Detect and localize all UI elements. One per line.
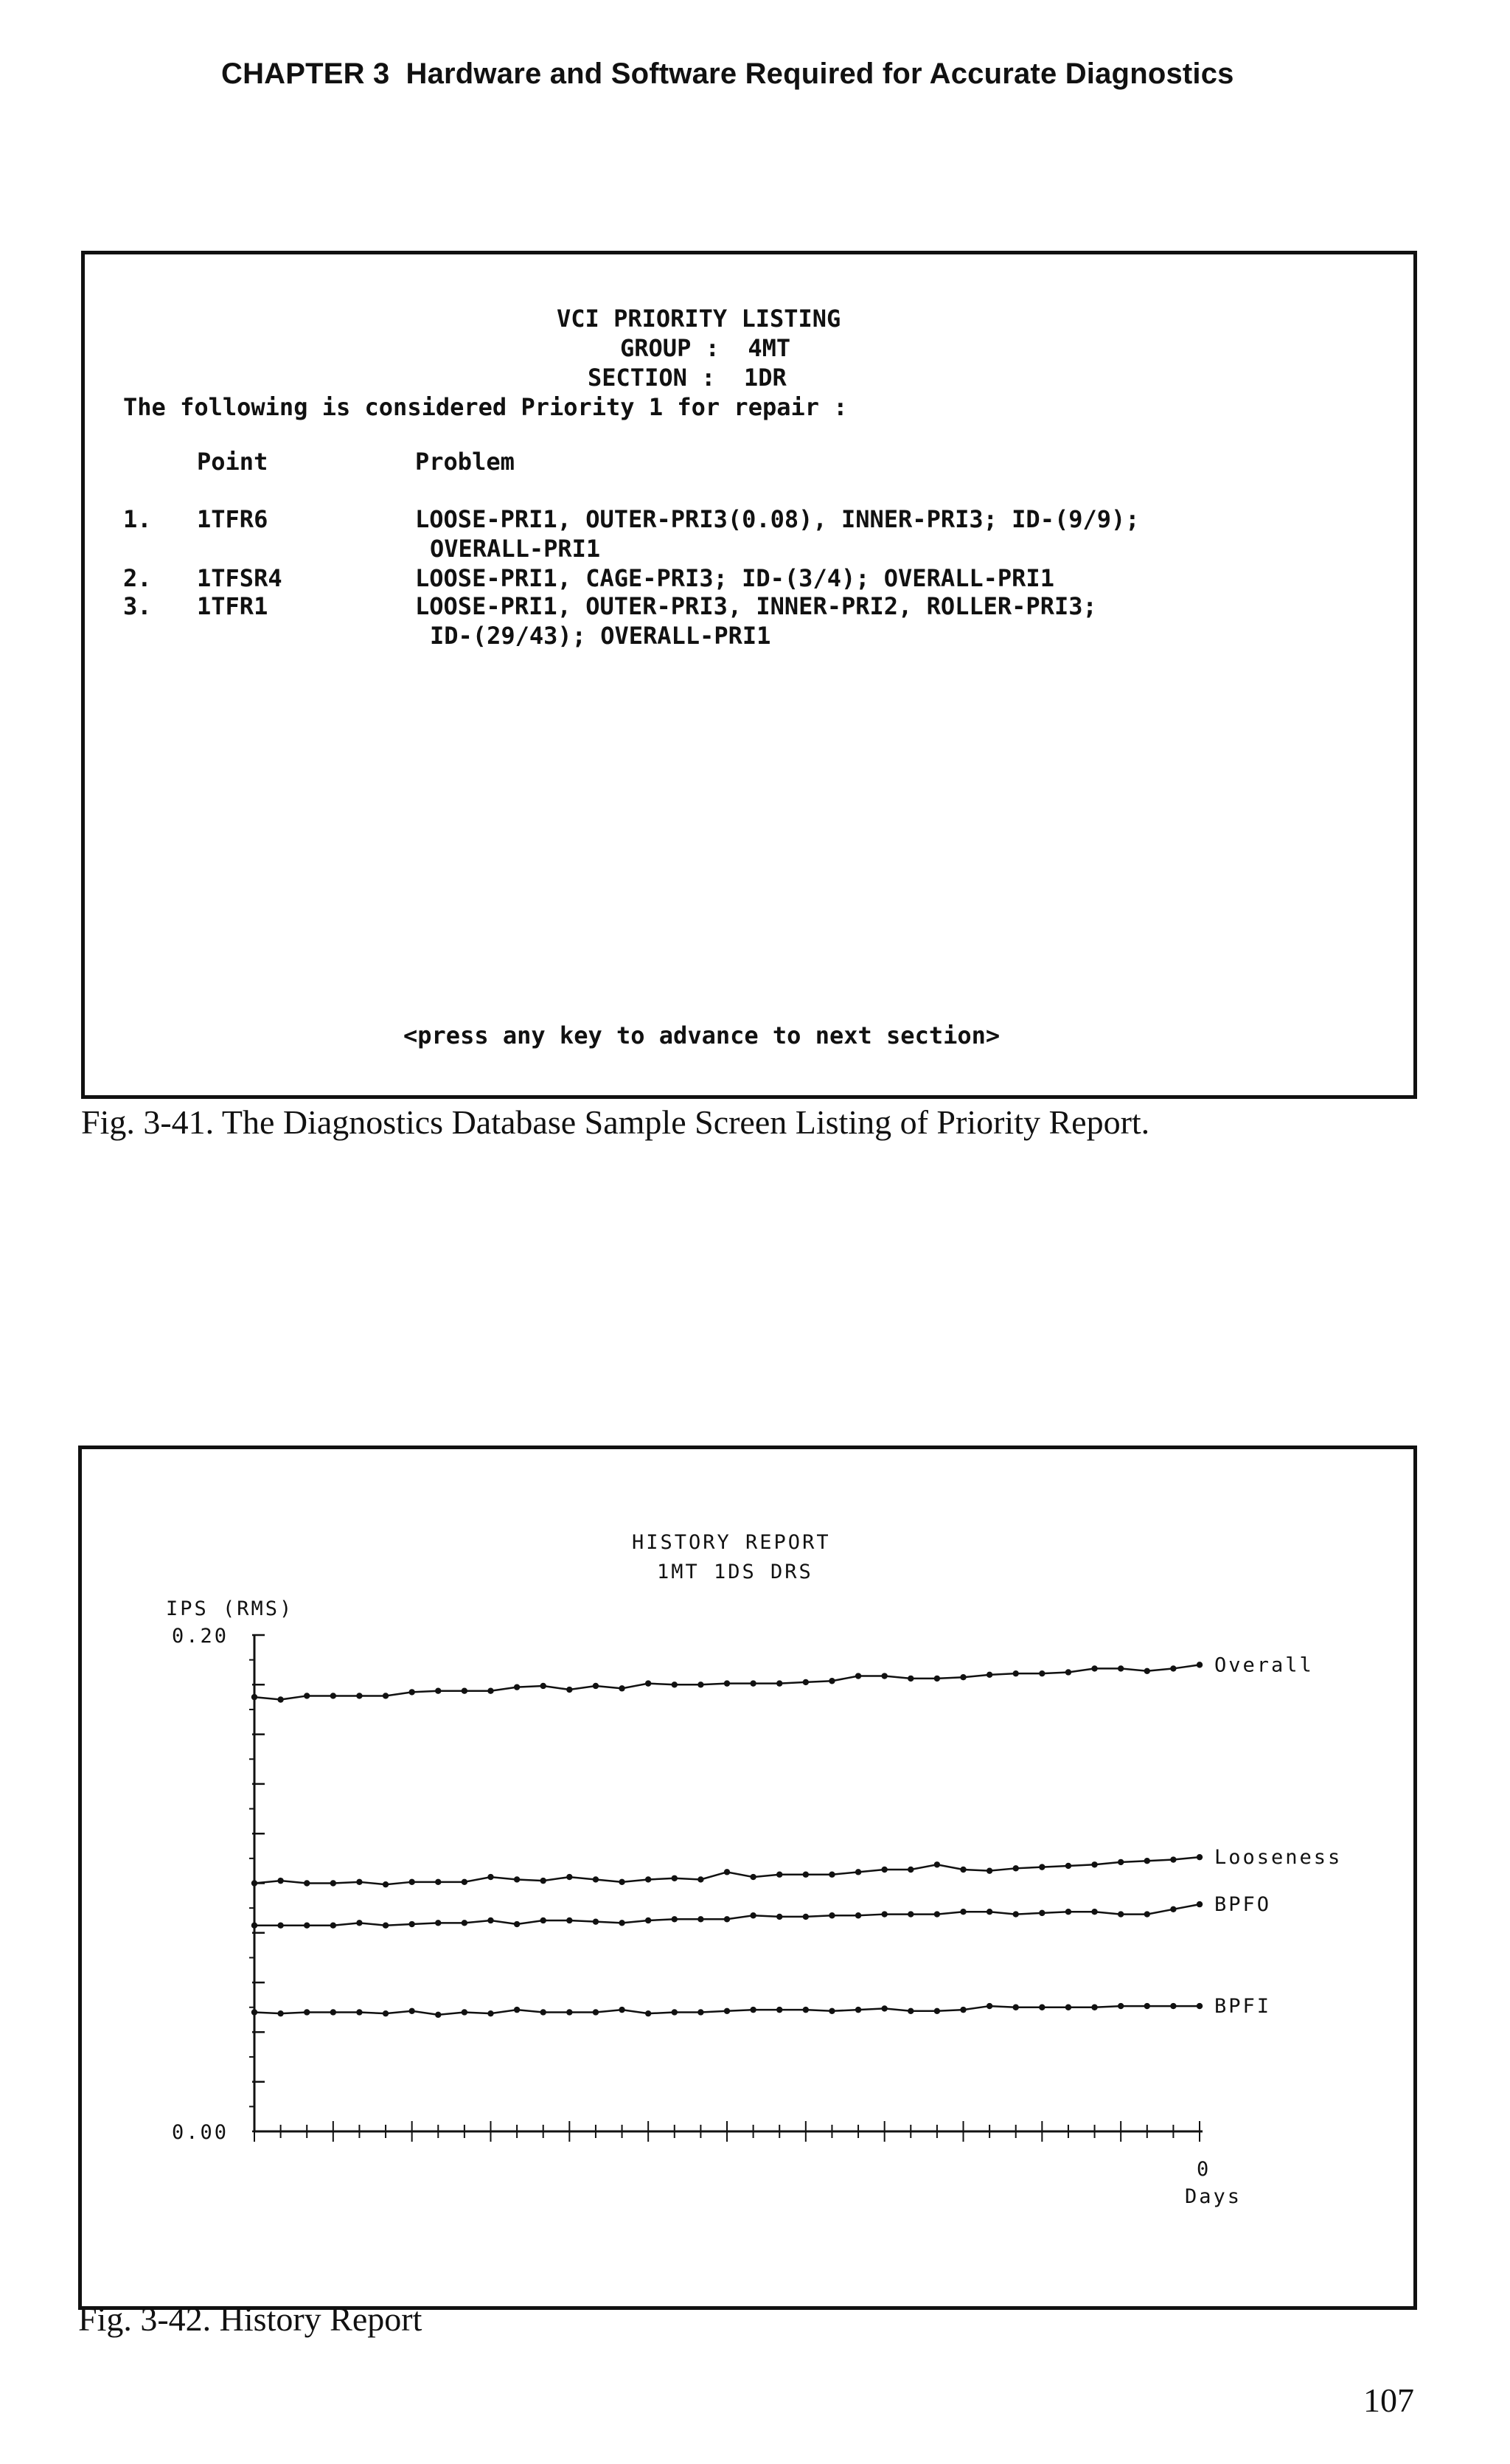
data-point-overall xyxy=(356,1693,362,1698)
data-point-bpfo xyxy=(1170,1906,1176,1912)
data-point-overall xyxy=(1170,1665,1176,1671)
screen-section-line: SECTION : 1DR xyxy=(588,364,787,392)
data-point-overall xyxy=(908,1676,914,1682)
data-point-looseness xyxy=(908,1867,914,1873)
row-point: 1TFR1 xyxy=(197,592,268,620)
data-point-bpfi xyxy=(1039,2005,1045,2010)
data-point-overall xyxy=(934,1676,940,1682)
data-point-overall xyxy=(724,1680,730,1686)
data-point-overall xyxy=(619,1685,624,1691)
data-point-looseness xyxy=(645,1876,651,1882)
data-point-overall xyxy=(1065,1669,1071,1675)
data-point-looseness xyxy=(1144,1858,1150,1864)
data-point-looseness xyxy=(540,1878,546,1884)
data-point-looseness xyxy=(750,1874,756,1880)
data-point-overall xyxy=(645,1680,651,1686)
screen-title: VCI PRIORITY LISTING xyxy=(557,305,841,333)
data-point-bpfo xyxy=(277,1923,283,1929)
data-point-bpfi xyxy=(908,2008,914,2014)
chart-title: HISTORY REPORT xyxy=(632,1531,831,1554)
data-point-bpfo xyxy=(304,1923,310,1929)
row-point: 1TFR6 xyxy=(197,505,268,533)
data-point-bpfo xyxy=(462,1920,467,1926)
data-point-bpfi xyxy=(487,2010,493,2016)
data-point-overall xyxy=(697,1682,703,1687)
advance-prompt: <press any key to advance to next section> xyxy=(403,1021,1001,1049)
data-point-overall xyxy=(277,1696,283,1702)
data-point-bpfi xyxy=(408,2008,414,2014)
data-point-looseness xyxy=(881,1867,887,1873)
data-point-bpfo xyxy=(1091,1909,1097,1915)
data-point-overall xyxy=(750,1680,756,1686)
data-point-looseness xyxy=(1197,1854,1203,1860)
data-point-bpfi xyxy=(724,2008,730,2014)
row-problem-line: LOOSE-PRI1, OUTER-PRI3(0.08), INNER-PRI3; ID-(9/9); xyxy=(415,505,1140,533)
data-point-bpfi xyxy=(619,2007,624,2013)
data-point-bpfo xyxy=(724,1916,730,1922)
data-point-bpfo xyxy=(672,1916,678,1922)
data-point-looseness xyxy=(1013,1865,1019,1871)
row-problem-line: ID-(29/43); OVERALL-PRI1 xyxy=(430,622,771,650)
data-point-overall xyxy=(855,1673,861,1679)
data-point-bpfo xyxy=(776,1914,782,1920)
data-point-overall xyxy=(1144,1668,1150,1674)
data-point-overall xyxy=(304,1693,310,1698)
data-point-bpfo xyxy=(383,1923,389,1929)
data-point-looseness xyxy=(1039,1864,1045,1870)
data-point-bpfi xyxy=(330,2009,336,2015)
data-point-looseness xyxy=(803,1872,809,1878)
y-tick-label: 0.20 xyxy=(172,1625,229,1648)
data-point-bpfo xyxy=(540,1918,546,1923)
data-point-overall xyxy=(540,1683,546,1689)
data-point-bpfo xyxy=(1039,1910,1045,1916)
column-header-problem: Problem xyxy=(415,448,515,476)
data-point-overall xyxy=(408,1689,414,1695)
data-point-bpfi xyxy=(881,2005,887,2011)
row-problem-line: LOOSE-PRI1, CAGE-PRI3; ID-(3/4); OVERALL-PRI1 xyxy=(415,564,1054,592)
history-report-screen xyxy=(78,1446,1417,2310)
data-point-looseness xyxy=(1065,1863,1071,1869)
data-point-bpfi xyxy=(855,2007,861,2013)
data-point-bpfo xyxy=(1197,1901,1203,1907)
running-head xyxy=(221,58,1327,91)
data-point-looseness xyxy=(672,1875,678,1881)
data-point-overall xyxy=(987,1672,992,1678)
data-point-overall xyxy=(566,1687,572,1693)
data-point-overall xyxy=(487,1688,493,1694)
y-axis-label: IPS (RMS) xyxy=(166,1597,294,1620)
figure-caption: Fig. 3-41. The Diagnostics Database Sample Screen Listing of Priority Report. xyxy=(81,1103,1150,1141)
data-point-overall xyxy=(593,1683,599,1689)
data-point-bpfo xyxy=(514,1921,520,1927)
data-point-bpfi xyxy=(251,2009,257,2015)
data-point-bpfi xyxy=(1065,2005,1071,2010)
data-point-overall xyxy=(251,1694,257,1700)
data-point-bpfi xyxy=(776,2007,782,2013)
data-point-bpfi xyxy=(750,2007,756,2013)
data-point-overall xyxy=(960,1674,966,1680)
data-point-bpfo xyxy=(330,1923,336,1929)
series-label-bpfo: BPFO xyxy=(1214,1893,1272,1917)
data-point-looseness xyxy=(855,1869,861,1875)
data-point-looseness xyxy=(408,1879,414,1885)
data-point-looseness xyxy=(619,1879,624,1885)
row-problem-line: LOOSE-PRI1, OUTER-PRI3, INNER-PRI2, ROLLER-PRI3; xyxy=(415,592,1097,620)
data-point-bpfo xyxy=(829,1912,835,1918)
data-point-looseness xyxy=(435,1879,441,1885)
data-point-overall xyxy=(1091,1665,1097,1671)
data-point-bpfo xyxy=(408,1921,414,1927)
data-point-overall xyxy=(462,1688,467,1694)
data-point-bpfo xyxy=(251,1923,257,1929)
data-point-bpfo xyxy=(487,1918,493,1923)
page-number: 107 xyxy=(1363,2381,1414,2419)
chart-series-layer xyxy=(251,1653,1343,2018)
data-point-looseness xyxy=(356,1879,362,1885)
data-point-looseness xyxy=(987,1867,992,1873)
data-point-looseness xyxy=(251,1880,257,1886)
data-point-bpfi xyxy=(304,2009,310,2015)
data-point-bpfo xyxy=(750,1912,756,1918)
data-point-bpfo xyxy=(881,1911,887,1917)
row-number: 3. xyxy=(123,592,152,620)
data-point-looseness xyxy=(462,1879,467,1885)
data-point-looseness xyxy=(724,1869,730,1875)
data-point-looseness xyxy=(487,1874,493,1880)
series-label-overall: Overall xyxy=(1214,1653,1314,1677)
data-point-looseness xyxy=(697,1876,703,1882)
data-point-bpfi xyxy=(514,2007,520,2013)
data-point-bpfi xyxy=(435,2012,441,2018)
data-point-bpfo xyxy=(908,1911,914,1917)
data-point-bpfo xyxy=(960,1909,966,1915)
data-point-bpfi xyxy=(462,2009,467,2015)
data-point-looseness xyxy=(1091,1861,1097,1867)
data-point-looseness xyxy=(1170,1856,1176,1862)
figure-caption: Fig. 3-42. History Report xyxy=(78,2300,422,2338)
data-point-overall xyxy=(514,1684,520,1690)
data-point-overall xyxy=(881,1673,887,1679)
data-point-bpfi xyxy=(593,2009,599,2015)
data-point-overall xyxy=(383,1693,389,1698)
data-point-bpfo xyxy=(619,1920,624,1926)
data-point-bpfo xyxy=(1013,1911,1019,1917)
row-point: 1TFSR4 xyxy=(197,564,282,592)
data-point-bpfo xyxy=(987,1909,992,1915)
data-point-looseness xyxy=(514,1876,520,1882)
x-axis-label: Days xyxy=(1185,2185,1242,2208)
data-point-bpfi xyxy=(697,2009,703,2015)
data-point-bpfi xyxy=(1144,2003,1150,2009)
data-point-bpfo xyxy=(356,1920,362,1926)
data-point-bpfi xyxy=(566,2009,572,2015)
data-point-looseness xyxy=(330,1880,336,1886)
series-label-bpfi: BPFI xyxy=(1214,1995,1272,2019)
data-point-bpfi xyxy=(356,2009,362,2015)
series-label-looseness: Looseness xyxy=(1214,1846,1343,1870)
data-point-bpfi xyxy=(1118,2003,1124,2009)
screen-group-line: GROUP : 4MT xyxy=(620,334,791,362)
data-point-overall xyxy=(672,1682,678,1687)
history-chart xyxy=(82,1449,1413,2306)
data-point-overall xyxy=(803,1679,809,1685)
data-point-bpfo xyxy=(697,1916,703,1922)
data-point-bpfi xyxy=(383,2010,389,2016)
data-point-bpfo xyxy=(855,1912,861,1918)
column-header-point: Point xyxy=(197,448,268,476)
data-point-bpfi xyxy=(540,2009,546,2015)
data-point-overall xyxy=(435,1688,441,1694)
data-point-bpfo xyxy=(934,1911,940,1917)
priority-listing-screen xyxy=(81,251,1417,1099)
data-point-bpfi xyxy=(645,2010,651,2016)
data-point-bpfi xyxy=(1170,2003,1176,2009)
data-point-bpfi xyxy=(987,2003,992,2009)
row-number: 1. xyxy=(123,505,152,533)
data-point-looseness xyxy=(934,1861,940,1867)
data-point-looseness xyxy=(1118,1859,1124,1865)
data-point-looseness xyxy=(277,1878,283,1884)
data-point-bpfo xyxy=(803,1914,809,1920)
data-point-looseness xyxy=(383,1881,389,1887)
row-problem-line: OVERALL-PRI1 xyxy=(430,535,601,563)
data-point-looseness xyxy=(593,1876,599,1882)
data-point-overall xyxy=(330,1693,336,1698)
data-point-bpfi xyxy=(672,2009,678,2015)
data-point-overall xyxy=(1013,1670,1019,1676)
data-point-bpfo xyxy=(435,1920,441,1926)
data-point-bpfo xyxy=(645,1918,651,1923)
data-point-bpfo xyxy=(593,1918,599,1924)
data-point-bpfi xyxy=(277,2010,283,2016)
chart-axes xyxy=(249,1635,1203,2142)
data-point-bpfi xyxy=(829,2008,835,2014)
chapter-label: CHAPTER 3 xyxy=(221,58,390,90)
chart-subtitle: 1MT 1DS DRS xyxy=(657,1561,813,1583)
data-point-bpfi xyxy=(960,2007,966,2013)
data-point-looseness xyxy=(960,1867,966,1873)
data-point-bpfi xyxy=(803,2007,809,2013)
y-tick-label: 0.00 xyxy=(172,2121,229,2144)
data-point-looseness xyxy=(829,1872,835,1878)
data-point-bpfo xyxy=(1144,1911,1150,1917)
row-number: 2. xyxy=(123,564,152,592)
data-point-bpfo xyxy=(566,1918,572,1923)
data-point-overall xyxy=(776,1680,782,1686)
chapter-title: Hardware and Software Required for Accurate Diagnostics xyxy=(406,58,1234,90)
data-point-bpfi xyxy=(1197,2003,1203,2009)
data-point-overall xyxy=(1197,1662,1203,1667)
data-point-looseness xyxy=(566,1874,572,1880)
data-point-bpfi xyxy=(934,2008,940,2014)
data-point-bpfo xyxy=(1118,1911,1124,1917)
data-point-overall xyxy=(1118,1665,1124,1671)
data-point-bpfo xyxy=(1065,1909,1071,1915)
data-point-looseness xyxy=(776,1872,782,1878)
screen-intro-line: The following is considered Priority 1 for repair : xyxy=(123,393,848,421)
data-point-bpfi xyxy=(1091,2005,1097,2010)
data-point-bpfi xyxy=(1013,2005,1019,2010)
x-tick-label: 0 xyxy=(1197,2158,1211,2181)
data-point-overall xyxy=(829,1678,835,1684)
data-point-looseness xyxy=(304,1880,310,1886)
data-point-overall xyxy=(1039,1670,1045,1676)
